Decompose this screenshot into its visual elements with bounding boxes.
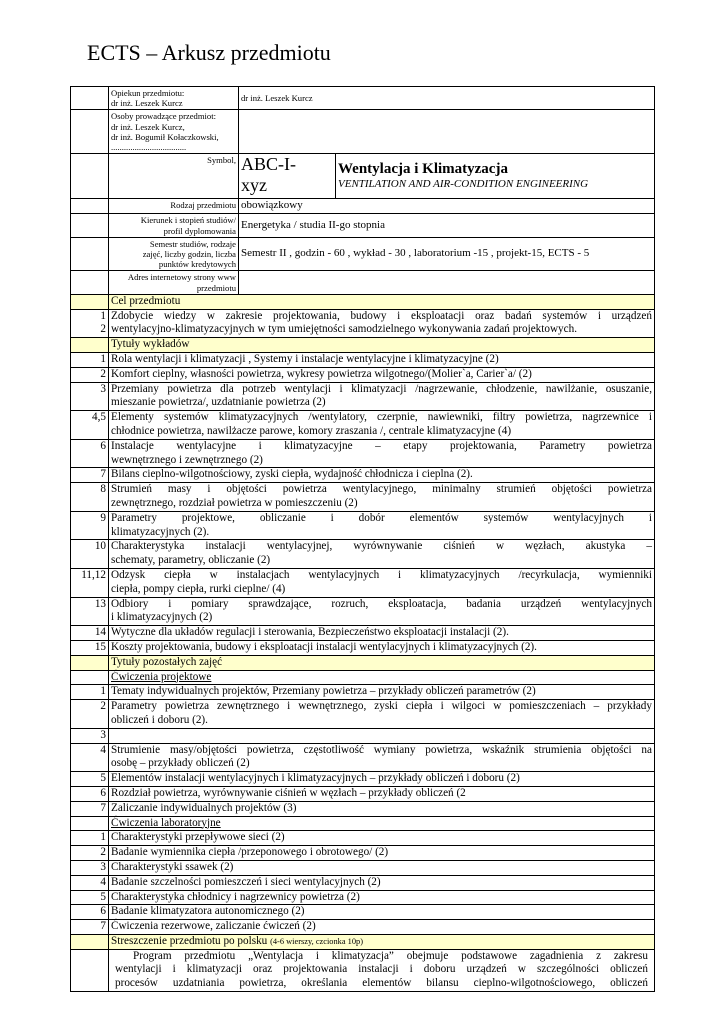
item-number: 3 — [71, 382, 109, 411]
kierunek-value: Energetyka / studia II-go stopnia — [239, 214, 655, 237]
item-number: 2 — [71, 367, 109, 382]
item-number: 11,12 — [71, 568, 109, 597]
item-number: 15 — [71, 640, 109, 655]
semestr-row — [71, 237, 655, 271]
wyklady-list — [71, 353, 655, 656]
course-title-cell — [336, 154, 655, 199]
course-title-en: VENTILATION AND AIR-CONDITION ENGINEERING — [338, 178, 589, 191]
item-text: Rozdział powietrza, wyrównywanie ciśnień w węzłach – przykłady obliczeń (2 — [109, 786, 655, 801]
cel-header-row — [71, 294, 655, 309]
item-number: 6 — [71, 786, 109, 801]
projektowe-header-row — [71, 670, 655, 685]
kierunek-row — [71, 214, 655, 237]
wyklad-item — [71, 640, 655, 655]
item-number: 2 — [71, 700, 109, 729]
item-number: 1 — [71, 685, 109, 700]
item-text: Wytyczne dla układów regulacji i sterowania, Bezpieczeństwo eksploatacji instalacji (2). — [109, 626, 655, 641]
laboratoryjne-header-row — [71, 816, 655, 831]
item-text: Zaliczanie indywidualnych projektów (3) — [109, 801, 655, 816]
item-text: Tematy indywidualnych projektów, Przemiany powietrza – przykłady obliczeń parametrów (2) — [109, 685, 655, 700]
item-number: 7 — [71, 468, 109, 483]
wyklady-header: Tytuły wykładów — [109, 338, 655, 353]
item-text: Odzysk ciepła w instalacjach wentylacyjnych i klimatyzacyjnych /recyrkulacja, wymienniki ciepła, pompy ciepła, rurki cieplne/ (4) — [109, 568, 655, 597]
item-text: Komfort cieplny, własności powietrza, wykresy powietrza wilgotnego/(Molier`a, Carier`a/ (2) — [109, 367, 655, 382]
laboratorium-item — [71, 875, 655, 890]
item-text: Przemiany powietrza dla potrzeb wentylacji i klimatyzacji /nagrzewanie, chłodzenie, nawilżanie, osuszanie, mieszanie powietrza/, uzdatnianie powietrza (2) — [109, 382, 655, 411]
item-text: Elementy systemów klimatyzacyjnych /wentylatory, czerpnie, nawiewniki, filtry powietrza, nagrzewnice i chłodnice powietrza, nawilżacze parowe, komory zraszania /, centrale klimatyzacyjne (4) — [109, 411, 655, 440]
item-text: Badanie wymiennika ciepła /przeponowego i obrotowego/ (2) — [109, 846, 655, 861]
item-number: 2 — [71, 846, 109, 861]
item-number: 4 — [71, 743, 109, 772]
item-number: 3 — [71, 728, 109, 743]
item-number: 10 — [71, 540, 109, 569]
item-number: 5 — [71, 890, 109, 905]
item-number: 5 — [71, 772, 109, 787]
rodzaj-value: obowiązkowy — [239, 199, 655, 214]
wyklad-item — [71, 411, 655, 440]
projekt-item — [71, 728, 655, 743]
item-text: Ćwiczenia rezerwowe, zaliczanie ćwiczeń (2) — [109, 920, 655, 935]
prowadzacy-label: Osoby prowadzące przedmiot: dr inż. Leszek Kurcz, dr inż. Bogumił Kołaczkowski, ................................... — [109, 110, 239, 154]
item-number: 3 — [71, 860, 109, 875]
item-text: Charakterystyka instalacji wentylacyjnej, wyrównywanie ciśnień w węzłach, akustyka – schematy, parametry, obliczanie (2) — [109, 540, 655, 569]
laboratorium-item — [71, 860, 655, 875]
projekt-item — [71, 700, 655, 729]
item-text: Rola wentylacji i klimatyzacji , Systemy i instalacje wentylacyjne i klimatyzacyjne (2) — [109, 353, 655, 368]
pozostale-header: Tytuły pozostałych zajęć — [109, 655, 655, 670]
opiekun-label: Opiekun przedmiotu: dr inż. Leszek Kurcz — [109, 87, 239, 110]
item-number: 8 — [71, 483, 109, 512]
wyklad-item — [71, 540, 655, 569]
item-number: 1 — [71, 353, 109, 368]
pozostale-header-row — [71, 655, 655, 670]
wyklad-item — [71, 483, 655, 512]
wyklad-item — [71, 468, 655, 483]
symbol-value: ABC-I- xyz — [239, 154, 336, 199]
projektowe-list — [71, 685, 655, 816]
adres-row — [71, 271, 655, 294]
item-number: 6 — [71, 905, 109, 920]
projektowe-header: Ćwiczenia projektowe — [109, 670, 655, 685]
symbol-row — [71, 154, 655, 199]
opiekun-row — [71, 87, 655, 110]
wyklady-header-row — [71, 338, 655, 353]
item-number: 14 — [71, 626, 109, 641]
wyklad-item — [71, 597, 655, 626]
item-number: 6 — [71, 439, 109, 468]
wyklad-item — [71, 626, 655, 641]
rodzaj-row — [71, 199, 655, 214]
laboratorium-item — [71, 920, 655, 935]
item-text: Bilans cieplno-wilgotnościowy, zyski ciepła, wydajność chłodnicza i cieplna (2). — [109, 468, 655, 483]
streszczenie-note: (4-6 wierszy, czcionka 10p) — [270, 936, 364, 946]
wyklad-item — [71, 439, 655, 468]
item-text: Elementów instalacji wentylacyjnych i klimatyzacyjnych – przykłady obliczeń i doboru (2) — [109, 772, 655, 787]
item-text: Charakterystyka chłodnicy i nagrzewnicy powietrza (2) — [109, 890, 655, 905]
laboratorium-item — [71, 846, 655, 861]
item-number: 7 — [71, 801, 109, 816]
item-number: 9 — [71, 511, 109, 540]
item-number: 7 — [71, 920, 109, 935]
item-text: Badanie klimatyzatora autonomicznego (2) — [109, 905, 655, 920]
wyklad-item — [71, 568, 655, 597]
item-text — [109, 728, 655, 743]
item-text: Instalacje wentylacyjne i klimatyzacyjne – etapy projektowania, Parametry powietrza wewnętrznego i zewnętrznego (2) — [109, 439, 655, 468]
projekt-item — [71, 801, 655, 816]
symbol-label: Symbol, — [109, 154, 239, 199]
rodzaj-label: Rodzaj przedmiotu — [109, 199, 239, 214]
wyklad-item — [71, 353, 655, 368]
item-text: Parametry powietrza zewnętrznego i wewnętrznego, zyski ciepła i wilgoci w pomieszczeniach – przykłady obliczeń i doboru (2). — [109, 700, 655, 729]
streszczenie-row — [71, 949, 655, 991]
wyklad-item — [71, 367, 655, 382]
page-title: ECTS – Arkusz przedmiotu — [87, 40, 331, 65]
prowadzacy-row — [71, 110, 655, 154]
cel-row — [71, 309, 655, 338]
streszczenie-header-row — [71, 934, 655, 949]
laboratorium-item — [71, 890, 655, 905]
item-text: Charakterystyki przepływowe sieci (2) — [109, 831, 655, 846]
item-number: 1 — [71, 831, 109, 846]
item-text: Parametry projektowe, obliczanie i dobór elementów systemów wentylacyjnych i klimatyzacyjnych (2). — [109, 511, 655, 540]
item-text: Badanie szczelności pomieszczeń i sieci wentylacyjnych (2) — [109, 875, 655, 890]
item-text: Charakterystyki ssawek (2) — [109, 860, 655, 875]
opiekun-value: dr inż. Leszek Kurcz — [239, 87, 655, 110]
item-text: Strumienie masy/objętości powietrza, częstotliwość wymiany powietrza, wskaźnik strumienia objętości na osobę – przykłady obliczeń (2) — [109, 743, 655, 772]
item-text: Strumień masy i objętości powietrza wentylacyjnego, minimalny strumień objętości powietrza zewnętrznego, rozdział powietrza w pomieszczeniu (2) — [109, 483, 655, 512]
cel-header: Cel przedmiotu — [109, 294, 655, 309]
item-number: 4,5 — [71, 411, 109, 440]
wyklad-item — [71, 382, 655, 411]
ects-sheet-table — [70, 86, 655, 992]
item-number: 13 — [71, 597, 109, 626]
course-title-pl: Wentylacja i Klimatyzacja — [338, 161, 508, 178]
projekt-item — [71, 786, 655, 801]
laboratorium-item — [71, 831, 655, 846]
item-text: Koszty projektowania, budowy i eksploatacji instalacji wentylacyjnych i klimatyzacyjnych (2). — [109, 640, 655, 655]
projekt-item — [71, 743, 655, 772]
projekt-item — [71, 685, 655, 700]
laboratoryjne-header: Ćwiczenia laboratoryjne — [109, 816, 655, 831]
cel-numbers: 1 2 — [71, 309, 109, 338]
projekt-item — [71, 772, 655, 787]
item-text: Odbiory i pomiary sprawdzające, rozruch, eksploatacja, badania urządzeń wentylacyjnych i klimatyzacyjnych (2) — [109, 597, 655, 626]
laboratoryjne-list — [71, 831, 655, 935]
item-number: 4 — [71, 875, 109, 890]
adres-label: Adres internetowy strony www przedmiotu — [109, 271, 239, 294]
laboratorium-item — [71, 905, 655, 920]
wyklad-item — [71, 511, 655, 540]
semestr-label: Semestr studiów, rodzaje zajęć, liczby godzin, liczba punktów kredytowych — [109, 237, 239, 271]
kierunek-label: Kierunek i stopień studiów/ profil dyplomowania — [109, 214, 239, 237]
streszczenie-header: Streszczenie przedmiotu po polsku (4-6 wierszy, czcionka 10p) — [109, 934, 655, 949]
cel-text: Zdobycie wiedzy w zakresie projektowania, budowy i eksploatacji oraz badań systemów i urządzeń wentylacyjno-klimatyzacyjnych w tym umiejętności samodzielnego wykonywania zadań projektowych. — [109, 309, 655, 338]
semestr-value: Semestr II , godzin - 60 , wykład - 30 , laboratorium -15 , projekt-15, ECTS - 5 — [239, 237, 655, 271]
streszczenie-text: Program przedmiotu „Wentylacja i klimatyzacja” obejmuje podstawowe zagadnienia z zakresu wentylacji i klimatyzacji oraz projektowania instalacji i doboru urządzeń w szczególności obliczeń procesów uzdatniania powietrza, określania elementów bilansu cieplno-wilgotnościowego, obliczeń — [109, 949, 655, 991]
